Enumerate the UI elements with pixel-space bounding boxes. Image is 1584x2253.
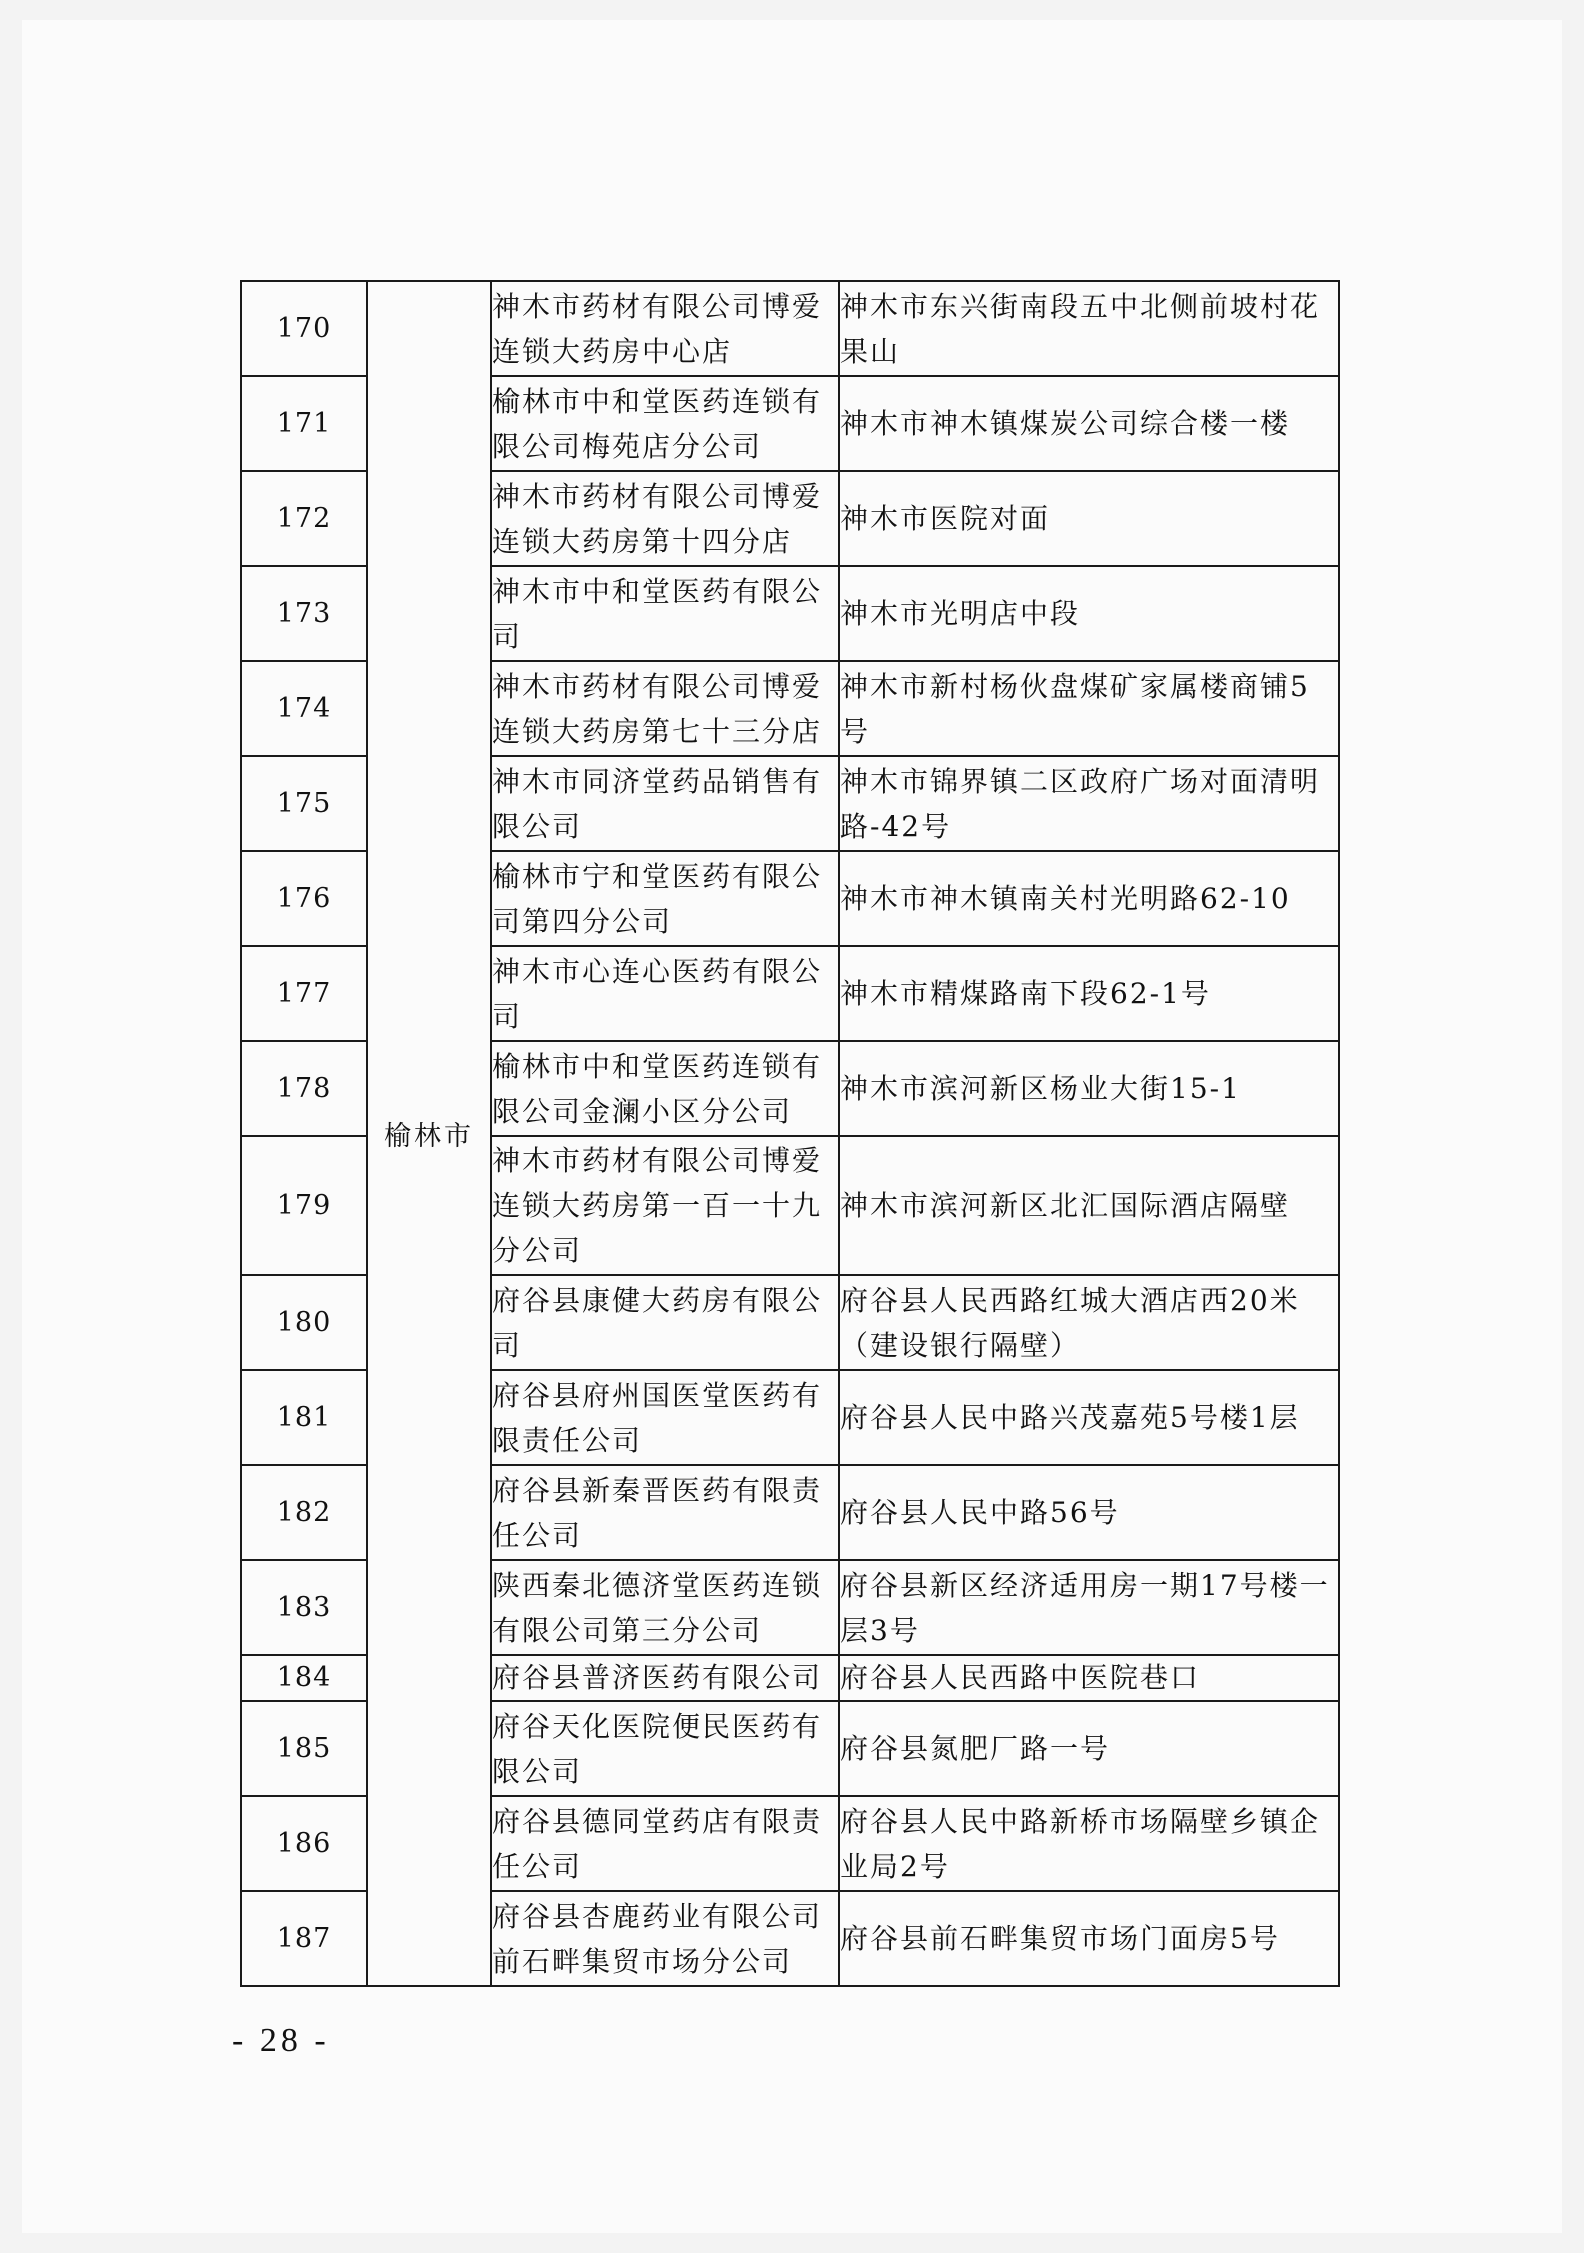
- company-name: 神木市同济堂药品销售有限公司: [491, 756, 839, 851]
- company-name: 陕西秦北德济堂医药连锁有限公司第三分公司: [491, 1560, 839, 1655]
- row-number: 180: [241, 1275, 367, 1370]
- page-number: - 28 -: [232, 2022, 330, 2059]
- company-name: 府谷县德同堂药店有限责任公司: [491, 1796, 839, 1891]
- row-number: 175: [241, 756, 367, 851]
- company-name: 神木市药材有限公司博爱连锁大药房第十四分店: [491, 471, 839, 566]
- row-number: 172: [241, 471, 367, 566]
- company-address: 神木市精煤路南下段62-1号: [839, 946, 1339, 1041]
- company-address: 神木市新村杨伙盘煤矿家属楼商铺5号: [839, 661, 1339, 756]
- company-name: 府谷县康健大药房有限公司: [491, 1275, 839, 1370]
- row-number: 185: [241, 1701, 367, 1796]
- table-row: [241, 281, 1339, 376]
- company-name: 榆林市宁和堂医药有限公司第四分公司: [491, 851, 839, 946]
- company-address: 府谷县人民西路中医院巷口: [839, 1655, 1339, 1701]
- company-name: 神木市心连心医药有限公司: [491, 946, 839, 1041]
- company-address: 神木市光明店中段: [839, 566, 1339, 661]
- company-name: 神木市药材有限公司博爱连锁大药房第一百一十九分公司: [491, 1136, 839, 1275]
- company-address: 神木市锦界镇二区政府广场对面清明路-42号: [839, 756, 1339, 851]
- row-number: 182: [241, 1465, 367, 1560]
- company-address: 神木市神木镇南关村光明路62-10: [839, 851, 1339, 946]
- row-number: 179: [241, 1136, 367, 1275]
- company-name: 府谷县府州国医堂医药有限责任公司: [491, 1370, 839, 1465]
- company-name: 榆林市中和堂医药连锁有限公司金澜小区分公司: [491, 1041, 839, 1136]
- row-number: 171: [241, 376, 367, 471]
- row-number: 176: [241, 851, 367, 946]
- company-name: 府谷天化医院便民医药有限公司: [491, 1701, 839, 1796]
- company-address: 神木市东兴街南段五中北侧前坡村花果山: [839, 281, 1339, 376]
- company-name: 神木市中和堂医药有限公司: [491, 566, 839, 661]
- row-number: 170: [241, 281, 367, 376]
- company-name: 府谷县新秦晋医药有限责任公司: [491, 1465, 839, 1560]
- row-number: 181: [241, 1370, 367, 1465]
- company-name: 神木市药材有限公司博爱连锁大药房第七十三分店: [491, 661, 839, 756]
- row-number: 178: [241, 1041, 367, 1136]
- company-name: 府谷县普济医药有限公司: [491, 1655, 839, 1701]
- company-address: 府谷县前石畔集贸市场门面房5号: [839, 1891, 1339, 1986]
- company-address: 神木市滨河新区杨业大街15-1: [839, 1041, 1339, 1136]
- company-address: 神木市滨河新区北汇国际酒店隔壁: [839, 1136, 1339, 1275]
- company-name: 府谷县杏鹿药业有限公司前石畔集贸市场分公司: [491, 1891, 839, 1986]
- row-number: 173: [241, 566, 367, 661]
- row-number: 177: [241, 946, 367, 1041]
- company-name: 神木市药材有限公司博爱连锁大药房中心店: [491, 281, 839, 376]
- company-address: 府谷县人民中路新桥市场隔壁乡镇企业局2号: [839, 1796, 1339, 1891]
- row-number: 183: [241, 1560, 367, 1655]
- row-number: 187: [241, 1891, 367, 1986]
- company-name: 榆林市中和堂医药连锁有限公司梅苑店分公司: [491, 376, 839, 471]
- company-address: 府谷县新区经济适用房一期17号楼一层3号: [839, 1560, 1339, 1655]
- row-number: 184: [241, 1655, 367, 1701]
- row-number: 186: [241, 1796, 367, 1891]
- company-address: 府谷县人民中路兴茂嘉苑5号楼1层: [839, 1370, 1339, 1465]
- company-address: 神木市医院对面: [839, 471, 1339, 566]
- company-address: 府谷县人民西路红城大酒店西20米（建设银行隔壁）: [839, 1275, 1339, 1370]
- company-address: 府谷县氮肥厂路一号: [839, 1701, 1339, 1796]
- region-cell: 榆林市: [367, 281, 491, 1986]
- company-address: 府谷县人民中路56号: [839, 1465, 1339, 1560]
- company-address: 神木市神木镇煤炭公司综合楼一楼: [839, 376, 1339, 471]
- pharmacy-table: [240, 280, 1340, 1987]
- row-number: 174: [241, 661, 367, 756]
